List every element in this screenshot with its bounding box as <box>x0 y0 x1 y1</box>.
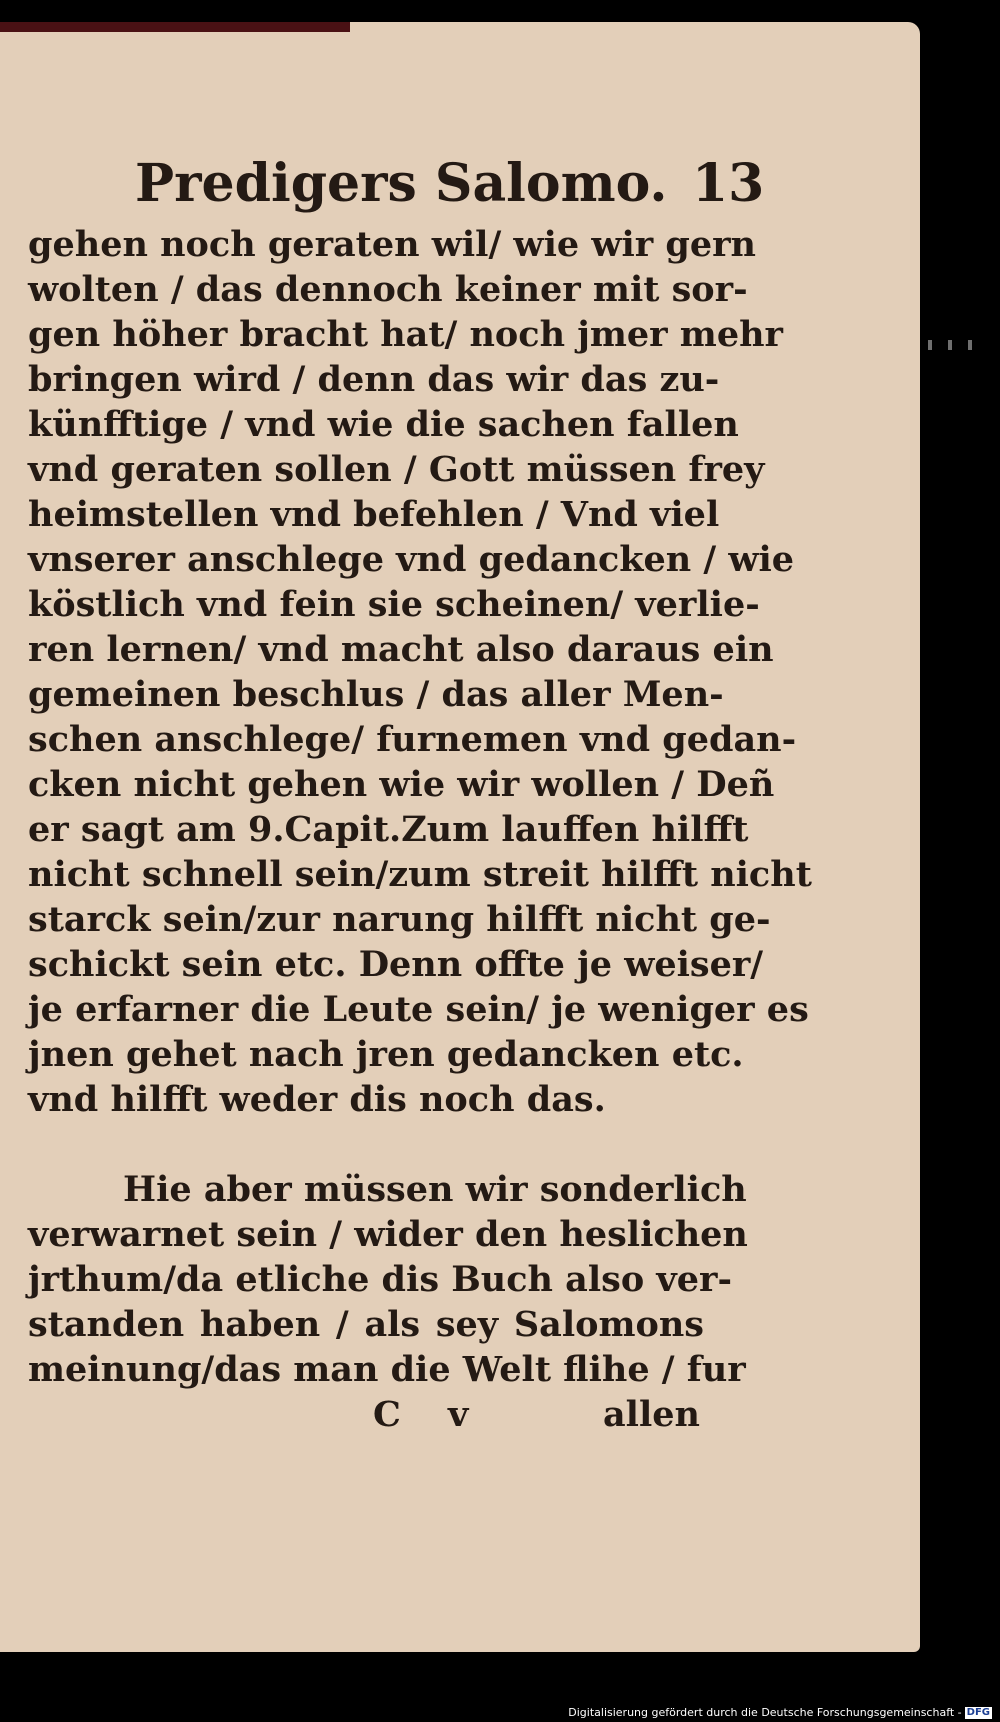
text-line: gemeinen beschlus / das aller Men- <box>28 674 724 715</box>
text-line: cken nicht gehen wie wir wollen / Deñ <box>28 764 775 805</box>
credit-text: Digitalisierung gefördert durch die Deutsche Forschungsgemeinschaft - <box>568 1706 962 1719</box>
text-line: jrthum/da etliche dis Buch also ver- <box>28 1259 732 1300</box>
paragraph-gap <box>28 1122 704 1167</box>
text-line: köstlich vnd fein sie scheinen/ verlie- <box>28 584 760 625</box>
text-line: schen anschlege/ furnemen vnd gedan- <box>28 719 797 760</box>
text-line: verwarnet sein / wider den heslichen <box>28 1214 748 1255</box>
edge-mark <box>928 340 932 350</box>
text-line: starck sein/zur narung hilfft nicht ge- <box>28 899 771 940</box>
text-line: wolten / das dennoch keiner mit sor- <box>28 269 748 310</box>
text-line: er sagt am 9.Capit.Zum lauffen hilfft <box>28 809 749 850</box>
text-line: bringen wird / denn das wir das zu- <box>28 359 720 400</box>
page-number: 13 <box>692 153 765 214</box>
signature-letter: C <box>373 1394 401 1435</box>
running-head: Predigers Salomo. <box>135 153 668 214</box>
page-header <box>0 152 920 222</box>
text-line: vnserer anschlege vnd gedancken / wie <box>28 539 795 580</box>
text-line: je erfarner die Leute sein/ je weniger es <box>28 989 809 1030</box>
text-line: nicht schnell sein/zum streit hilfft nicht <box>28 854 812 895</box>
digitization-credit <box>568 1706 992 1720</box>
text-line: ren lernen/ vnd macht also daraus ein <box>28 629 774 670</box>
text-line: heimstellen vnd befehlen / Vnd viel <box>28 494 720 535</box>
edge-mark <box>948 340 952 350</box>
dfg-logo: DFG <box>966 1707 990 1718</box>
text-block <box>28 222 812 1437</box>
signature-number: v <box>448 1394 469 1435</box>
paragraph-1 <box>28 222 812 1122</box>
paragraph-2 <box>28 1167 748 1392</box>
edge-mark <box>968 340 972 350</box>
page-footer <box>28 1392 704 1437</box>
text-line: vnd geraten sollen / Gott müssen frey <box>28 449 765 490</box>
catchword: allen <box>603 1394 700 1435</box>
book-page <box>0 22 920 1652</box>
text-line: jnen gehet nach jren gedancken etc. <box>28 1034 744 1075</box>
text-line: meinung/das man die Welt flihe / fur <box>28 1349 746 1390</box>
text-line: standen haben / als sey Salomons <box>28 1304 704 1345</box>
text-line: künfftige / vnd wie die sachen fallen <box>28 404 739 445</box>
text-line: gen höher bracht hat/ noch jmer mehr <box>28 314 783 355</box>
text-line: vnd hilfft weder dis noch das. <box>28 1079 606 1120</box>
text-line: Hie aber müssen wir sonderlich <box>123 1169 747 1210</box>
text-line: gehen noch geraten wil/ wie wir gern <box>28 224 756 265</box>
binding-cover-strip <box>0 22 350 32</box>
text-line: schickt sein etc. Denn offte je weiser/ <box>28 944 764 985</box>
